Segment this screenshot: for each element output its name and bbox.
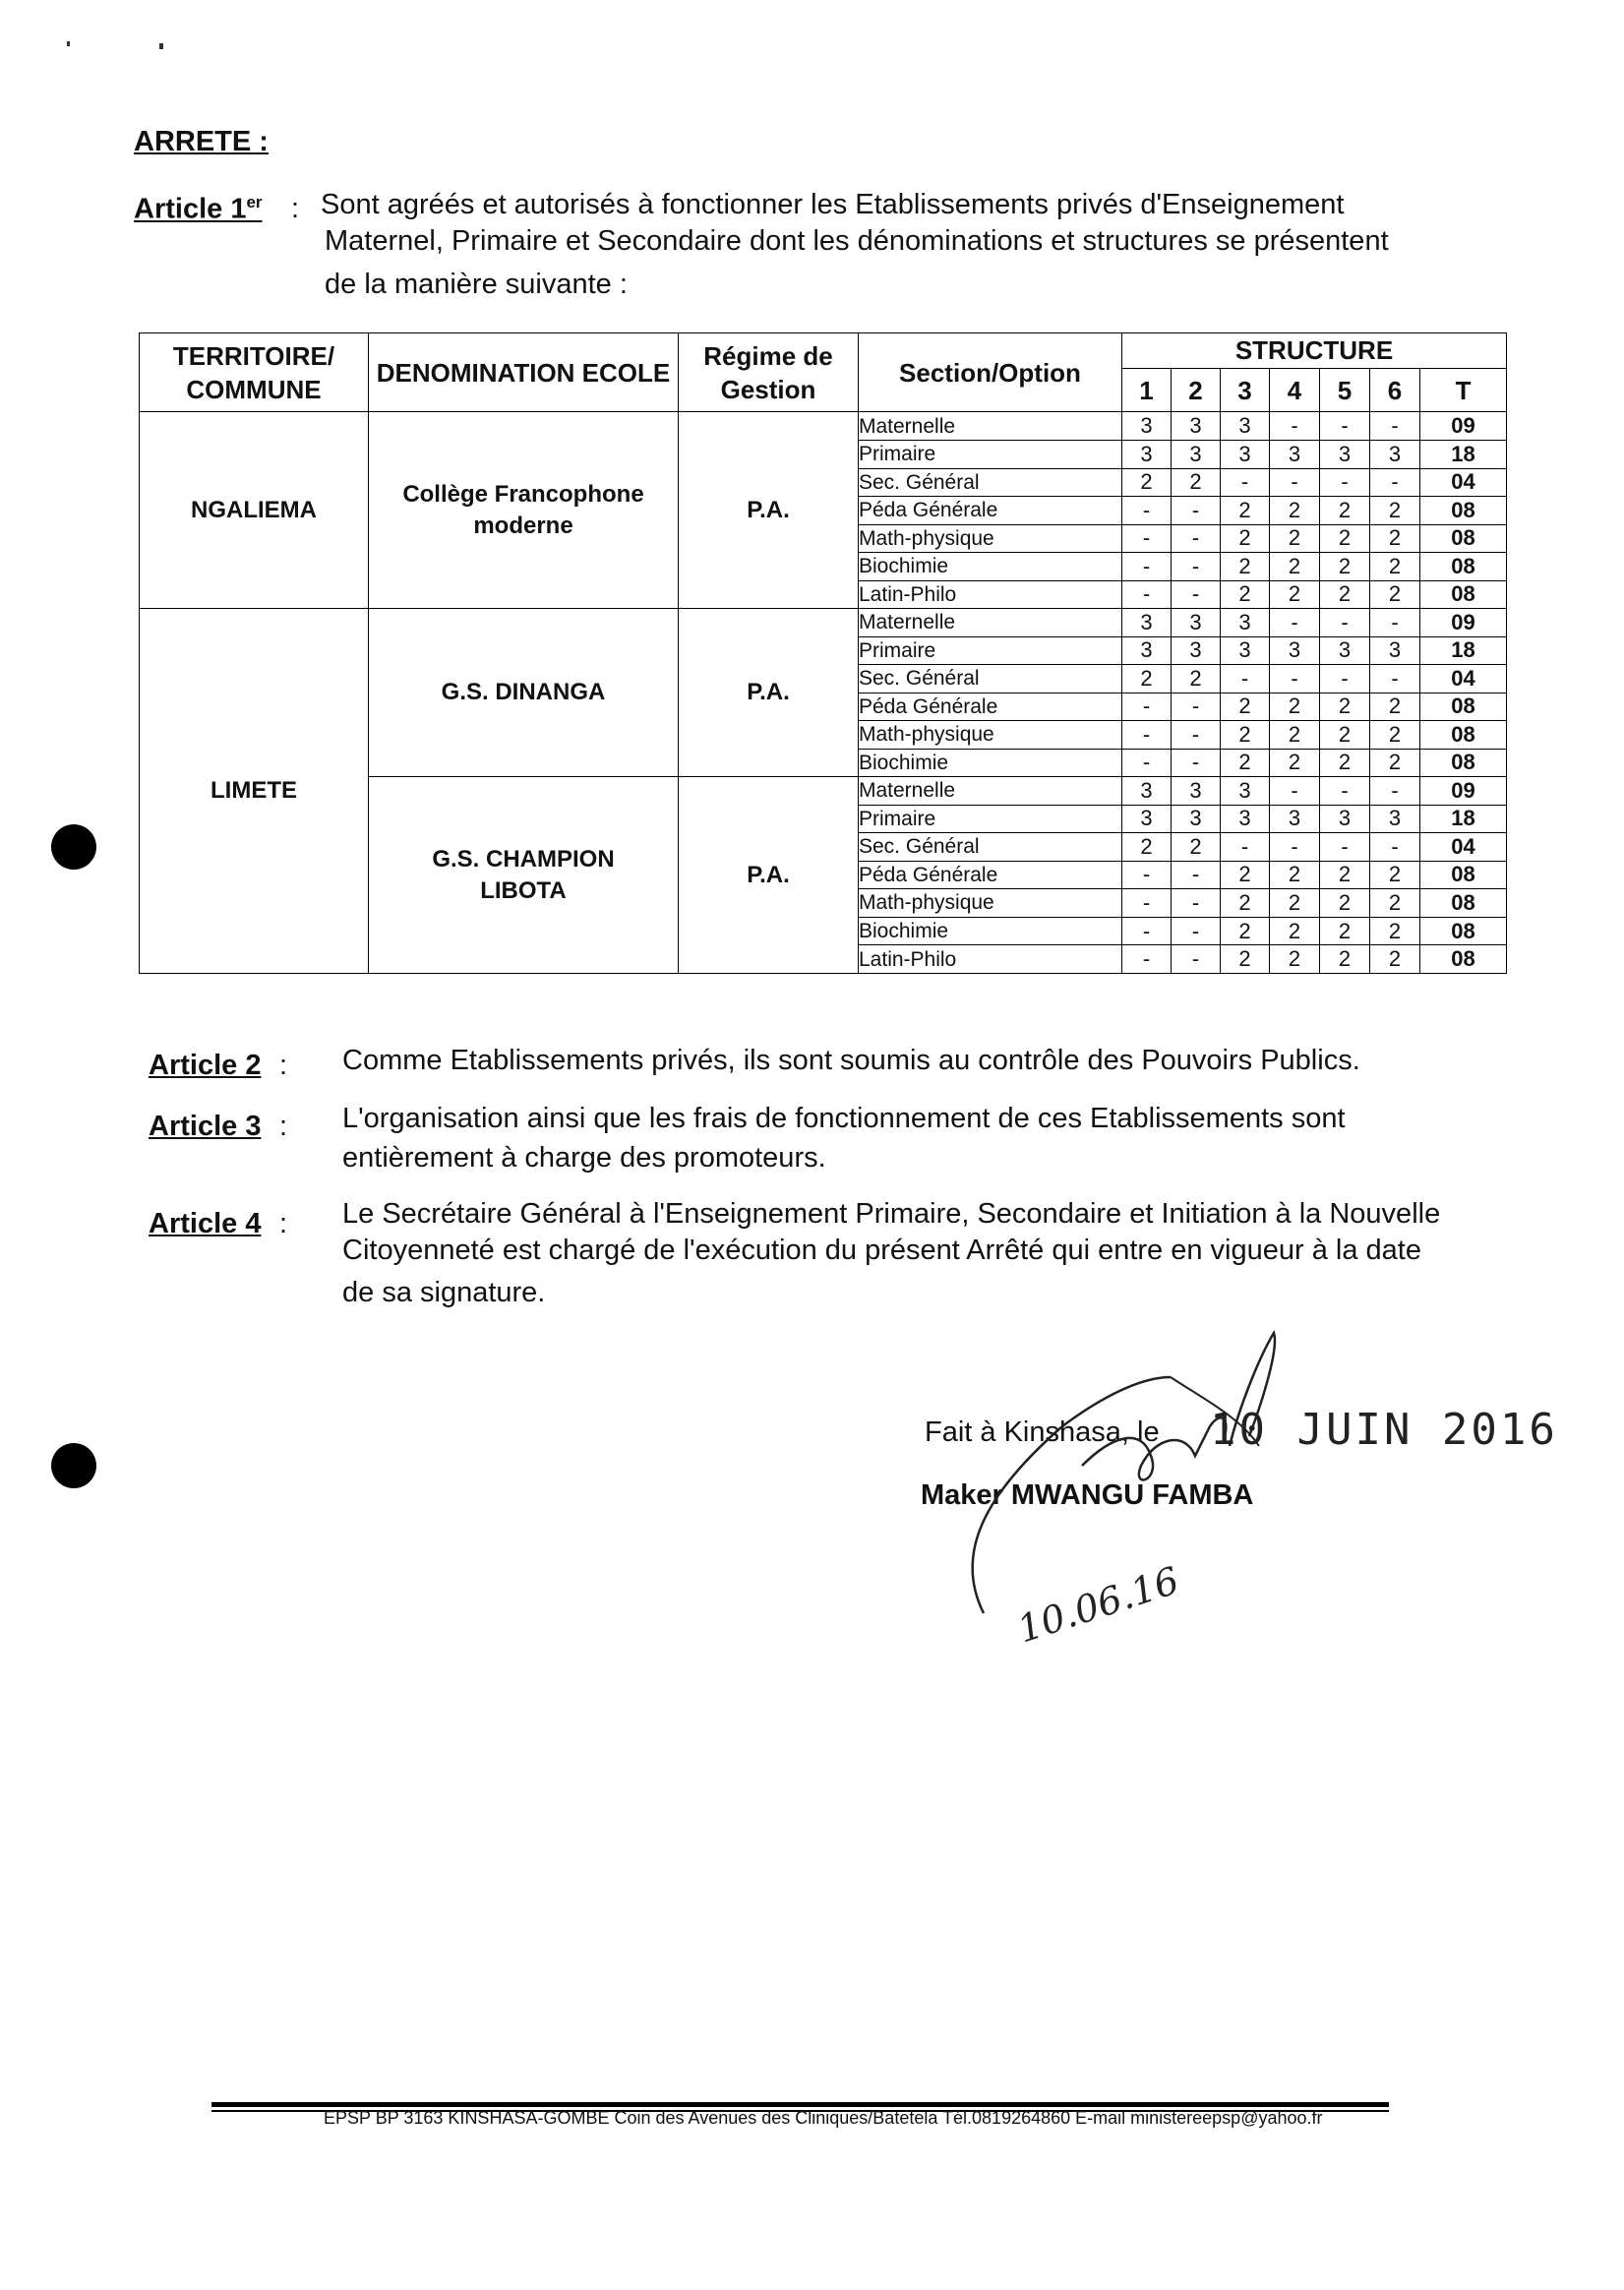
place-date-line: Fait à Kinshasa, le [925, 1416, 1160, 1448]
total-cell: 08 [1420, 889, 1507, 918]
school-name-cell [369, 609, 679, 777]
class-count-cell: - [1172, 889, 1221, 918]
article-3-colon: : [279, 1111, 288, 1142]
article-2-text: Comme Etablissements privés, ils sont soumis au contrôle des Pouvoirs Publics. [342, 1045, 1360, 1076]
total-cell: 08 [1420, 917, 1507, 945]
total-cell: 04 [1420, 665, 1507, 693]
class-count-cell: - [1172, 721, 1221, 750]
class-count-cell: 3 [1172, 777, 1221, 806]
class-count-cell: 3 [1320, 636, 1370, 665]
class-count-cell: 2 [1122, 468, 1172, 497]
class-count-cell: 3 [1320, 440, 1370, 468]
signatory-name: Maker MWANGU FAMBA [921, 1479, 1254, 1511]
option-cell: Math-physique [859, 524, 1122, 553]
class-count-cell: 2 [1270, 580, 1320, 609]
class-count-cell: - [1320, 468, 1370, 497]
class-count-cell: 2 [1221, 497, 1270, 525]
class-count-cell: 2 [1320, 553, 1370, 581]
total-cell: 08 [1420, 945, 1507, 974]
class-count-cell: 3 [1172, 636, 1221, 665]
article-4-colon: : [279, 1208, 288, 1239]
total-cell: 08 [1420, 497, 1507, 525]
header-col-6: 6 [1370, 368, 1420, 412]
total-cell: 08 [1420, 721, 1507, 750]
class-count-cell: 2 [1370, 889, 1420, 918]
class-count-cell: - [1370, 412, 1420, 441]
class-count-cell: - [1122, 721, 1172, 750]
option-cell: Latin-Philo [859, 580, 1122, 609]
class-count-cell: - [1122, 497, 1172, 525]
class-count-cell: 2 [1370, 580, 1420, 609]
school-name: Collège Francophone moderne [402, 480, 644, 539]
class-count-cell: 3 [1122, 412, 1172, 441]
header-structure: STRUCTURE [1122, 333, 1507, 369]
class-count-cell: 2 [1270, 497, 1320, 525]
class-count-cell: 2 [1370, 917, 1420, 945]
class-count-cell: - [1270, 412, 1320, 441]
decree-heading: ARRETE : [134, 126, 269, 157]
class-count-cell: - [1221, 665, 1270, 693]
class-count-cell: 2 [1221, 721, 1270, 750]
class-count-cell: - [1320, 833, 1370, 862]
total-cell: 08 [1420, 749, 1507, 777]
class-count-cell: 3 [1221, 412, 1270, 441]
class-count-cell: - [1221, 468, 1270, 497]
class-count-cell: 2 [1320, 945, 1370, 974]
header-territoire: TERRITOIRE/ COMMUNE [140, 333, 369, 412]
date-stamp: 10 JUIN 2016 [1210, 1405, 1558, 1455]
class-count-cell: 3 [1122, 805, 1172, 833]
total-cell: 08 [1420, 861, 1507, 889]
article-1-line-3: de la manière suivante : [325, 269, 628, 300]
class-count-cell: - [1172, 497, 1221, 525]
class-count-cell: - [1122, 693, 1172, 721]
scan-mark [159, 43, 163, 49]
class-count-cell: 3 [1270, 636, 1320, 665]
total-cell: 08 [1420, 553, 1507, 581]
class-count-cell: 2 [1221, 580, 1270, 609]
regime-cell: P.A. [679, 412, 859, 609]
class-count-cell: 2 [1320, 861, 1370, 889]
class-count-cell: - [1370, 665, 1420, 693]
article-3-line-1: L'organisation ainsi que les frais de fonctionnement de ces Etablissements sont [342, 1103, 1346, 1134]
header-regime: Régime de Gestion [679, 333, 859, 412]
class-count-cell: 2 [1370, 721, 1420, 750]
commune-cell: LIMETE [140, 609, 369, 974]
table-row [140, 609, 1507, 637]
option-cell: Sec. Général [859, 833, 1122, 862]
class-count-cell: 2 [1320, 524, 1370, 553]
total-cell: 04 [1420, 468, 1507, 497]
option-cell: Sec. Général [859, 665, 1122, 693]
total-cell: 09 [1420, 412, 1507, 441]
option-cell: Biochimie [859, 553, 1122, 581]
class-count-cell: - [1172, 553, 1221, 581]
total-cell: 08 [1420, 693, 1507, 721]
header-col-4: 4 [1270, 368, 1320, 412]
total-cell: 18 [1420, 805, 1507, 833]
total-cell: 08 [1420, 580, 1507, 609]
class-count-cell: 2 [1370, 497, 1420, 525]
regime-cell: P.A. [679, 777, 859, 974]
class-count-cell: - [1370, 777, 1420, 806]
footer-rule [211, 2102, 1389, 2107]
scan-mark [67, 41, 70, 46]
option-cell: Péda Générale [859, 861, 1122, 889]
class-count-cell: 3 [1172, 805, 1221, 833]
class-count-cell: 3 [1122, 609, 1172, 637]
class-count-cell: 2 [1320, 497, 1370, 525]
class-count-cell: - [1122, 580, 1172, 609]
class-count-cell: - [1172, 749, 1221, 777]
class-count-cell: - [1270, 833, 1320, 862]
header-col-2: 2 [1172, 368, 1221, 412]
class-count-cell: 2 [1320, 917, 1370, 945]
class-count-cell: 3 [1221, 805, 1270, 833]
class-count-cell: 2 [1221, 693, 1270, 721]
class-count-cell: 3 [1270, 440, 1320, 468]
class-count-cell: - [1320, 777, 1370, 806]
class-count-cell: - [1270, 777, 1320, 806]
total-cell: 18 [1420, 636, 1507, 665]
class-count-cell: 2 [1172, 833, 1221, 862]
option-cell: Péda Générale [859, 693, 1122, 721]
class-count-cell: - [1172, 524, 1221, 553]
option-cell: Maternelle [859, 609, 1122, 637]
school-name: G.S. DINANGA [441, 679, 606, 706]
class-count-cell: - [1270, 468, 1320, 497]
class-count-cell: - [1270, 609, 1320, 637]
class-count-cell: 2 [1320, 889, 1370, 918]
class-count-cell: 2 [1172, 468, 1221, 497]
option-cell: Sec. Général [859, 468, 1122, 497]
class-count-cell: 2 [1122, 665, 1172, 693]
school-name-cell [369, 777, 679, 974]
class-count-cell: 3 [1221, 636, 1270, 665]
class-count-cell: - [1172, 693, 1221, 721]
class-count-cell: 2 [1221, 553, 1270, 581]
punch-hole [51, 1443, 96, 1488]
class-count-cell: - [1172, 917, 1221, 945]
article-4-line-1: Le Secrétaire Général à l'Enseignement Primaire, Secondaire et Initiation à la Nouvelle [342, 1198, 1441, 1230]
class-count-cell: 3 [1221, 609, 1270, 637]
article-1-line-2: Maternel, Primaire et Secondaire dont les dénominations et structures se présentent [325, 225, 1389, 257]
class-count-cell: 2 [1221, 945, 1270, 974]
header-col-5: 5 [1320, 368, 1370, 412]
handwritten-signature [944, 1318, 1397, 1653]
class-count-cell: 3 [1122, 440, 1172, 468]
option-cell: Biochimie [859, 749, 1122, 777]
total-cell: 04 [1420, 833, 1507, 862]
class-count-cell: - [1221, 833, 1270, 862]
option-cell: Maternelle [859, 412, 1122, 441]
option-cell: Math-physique [859, 889, 1122, 918]
class-count-cell: 2 [1270, 749, 1320, 777]
class-count-cell: 2 [1221, 749, 1270, 777]
class-count-cell: 2 [1320, 693, 1370, 721]
option-cell: Latin-Philo [859, 945, 1122, 974]
article-3-label: Article 3 [149, 1111, 262, 1142]
article-1-label: Article 1er [134, 193, 263, 225]
class-count-cell: - [1122, 945, 1172, 974]
class-count-cell: - [1122, 524, 1172, 553]
option-cell: Primaire [859, 440, 1122, 468]
class-count-cell: 3 [1320, 805, 1370, 833]
option-cell: Biochimie [859, 917, 1122, 945]
class-count-cell: - [1370, 468, 1420, 497]
class-count-cell: 2 [1221, 524, 1270, 553]
class-count-cell: - [1122, 749, 1172, 777]
class-count-cell: 2 [1270, 889, 1320, 918]
class-count-cell: 2 [1370, 553, 1420, 581]
class-count-cell: 3 [1172, 440, 1221, 468]
school-name-cell [369, 412, 679, 609]
class-count-cell: - [1122, 553, 1172, 581]
school-name: G.S. CHAMPION LIBOTA [432, 845, 615, 904]
regime-cell: P.A. [679, 609, 859, 777]
class-count-cell: 3 [1122, 636, 1172, 665]
total-cell: 09 [1420, 777, 1507, 806]
class-count-cell: 2 [1270, 693, 1320, 721]
class-count-cell: 3 [1172, 412, 1221, 441]
header-denomination: DENOMINATION ECOLE [369, 333, 679, 412]
class-count-cell: 2 [1221, 917, 1270, 945]
article-3-line-2: entièrement à charge des promoteurs. [342, 1142, 826, 1174]
article-4-line-2: Citoyenneté est chargé de l'exécution du présent Arrêté qui entre en vigueur à la date [342, 1235, 1421, 1266]
class-count-cell: - [1122, 889, 1172, 918]
total-cell: 08 [1420, 524, 1507, 553]
total-cell: 09 [1420, 609, 1507, 637]
article-1-line-1: Sont agréés et autorisés à fonctionner les Etablissements privés d'Enseignement [321, 189, 1345, 220]
class-count-cell: - [1172, 580, 1221, 609]
class-count-cell: 2 [1370, 861, 1420, 889]
class-count-cell: 2 [1370, 693, 1420, 721]
class-count-cell: 2 [1270, 917, 1320, 945]
class-count-cell: 2 [1270, 861, 1320, 889]
total-cell: 18 [1420, 440, 1507, 468]
class-count-cell: 3 [1270, 805, 1320, 833]
class-count-cell: 2 [1270, 721, 1320, 750]
header-section: Section/Option [859, 333, 1122, 412]
option-cell: Maternelle [859, 777, 1122, 806]
table-row [140, 412, 1507, 441]
class-count-cell: - [1122, 917, 1172, 945]
option-cell: Primaire [859, 805, 1122, 833]
class-count-cell: - [1172, 861, 1221, 889]
class-count-cell: - [1172, 945, 1221, 974]
footer-address: EPSP BP 3163 KINSHASA-GOMBE Coin des Avenues des Cliniques/Batetela Tél.0819264860 E-mail ministereepsp@yahoo.fr [324, 2108, 1323, 2128]
class-count-cell: 3 [1370, 440, 1420, 468]
class-count-cell: 3 [1172, 609, 1221, 637]
class-count-cell: 2 [1172, 665, 1221, 693]
class-count-cell: 2 [1320, 580, 1370, 609]
class-count-cell: - [1320, 609, 1370, 637]
article-2-label: Article 2 [149, 1050, 262, 1081]
class-count-cell: 3 [1221, 440, 1270, 468]
article-4-line-3: de sa signature. [342, 1277, 546, 1308]
class-count-cell: 2 [1270, 553, 1320, 581]
class-count-cell: 3 [1122, 777, 1172, 806]
class-count-cell: 2 [1122, 833, 1172, 862]
punch-hole [51, 824, 96, 870]
handwritten-date: 10.06.16 [1012, 1558, 1184, 1652]
class-count-cell: 3 [1370, 805, 1420, 833]
class-count-cell: - [1370, 833, 1420, 862]
class-count-cell: 2 [1370, 945, 1420, 974]
article-2-colon: : [279, 1050, 288, 1081]
class-count-cell: - [1270, 665, 1320, 693]
class-count-cell: 3 [1370, 636, 1420, 665]
option-cell: Primaire [859, 636, 1122, 665]
option-cell: Math-physique [859, 721, 1122, 750]
class-count-cell: 3 [1221, 777, 1270, 806]
header-col-total: T [1420, 368, 1507, 412]
header-col-1: 1 [1122, 368, 1172, 412]
class-count-cell: 2 [1221, 861, 1270, 889]
class-count-cell: - [1370, 609, 1420, 637]
option-cell: Péda Générale [859, 497, 1122, 525]
schools-structure-table [139, 332, 1507, 974]
class-count-cell: 2 [1320, 721, 1370, 750]
article-4-label: Article 4 [149, 1208, 262, 1239]
class-count-cell: - [1320, 665, 1370, 693]
header-col-3: 3 [1221, 368, 1270, 412]
class-count-cell: - [1122, 861, 1172, 889]
class-count-cell: 2 [1270, 524, 1320, 553]
class-count-cell: 2 [1270, 945, 1320, 974]
article-1-colon: : [291, 193, 300, 224]
class-count-cell: - [1320, 412, 1370, 441]
class-count-cell: 2 [1370, 749, 1420, 777]
commune-cell: NGALIEMA [140, 412, 369, 609]
class-count-cell: 2 [1221, 889, 1270, 918]
class-count-cell: 2 [1320, 749, 1370, 777]
class-count-cell: 2 [1370, 524, 1420, 553]
